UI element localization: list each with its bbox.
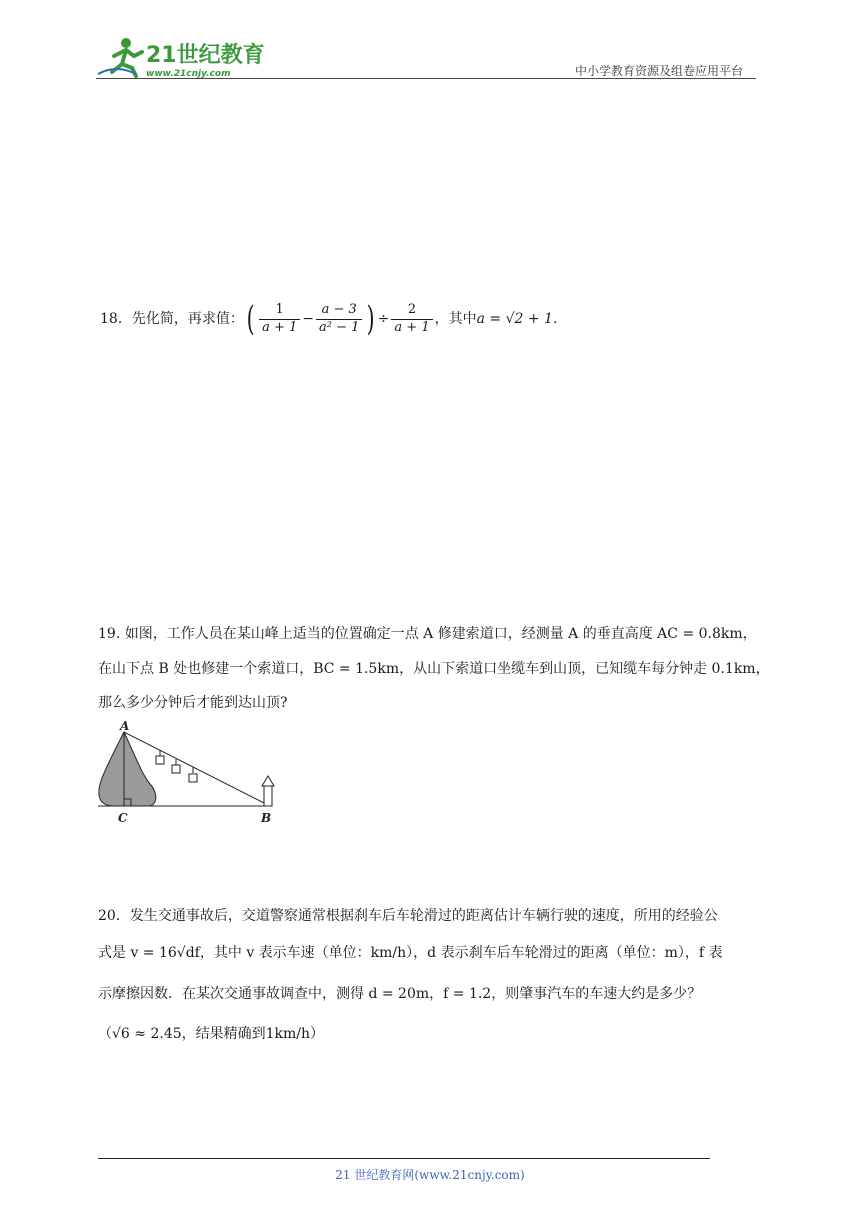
header-platform-text: 中小学教育资源及组卷应用平台 [575,64,744,78]
question-19-line-2: 在山下点 B 处也修建一个索道口，BC = 1.5km，从山下索道口坐缆车到山顶，已知缆车每分钟走 0.1km， [98,661,770,677]
question-20-line-3: 示摩擦因数．在某次交通事故调查中，测得 d = 20m，f = 1.2，则肇事汽车的车速大约是多少？ [98,986,702,1002]
cable-car-figure [92,718,292,828]
q18-fraction-2: $\frac{a - 3}{\text{a² − 1}}$ [316,302,362,336]
q18-fraction-3: $\frac{2}{a + 1}$ [391,302,432,336]
left-paren: ( [246,299,255,339]
station-arrow-icon [262,776,274,806]
runner-icon [98,38,142,76]
svg-text:21世纪教育: 21世纪教育 [146,43,265,68]
question-18: 18．先化简，再求值：( $\frac{1}{a + 1}$ − $\frac{a - 3}{\text{a² − 1}}$ ) ÷ $\frac{2}{a + 1}$ ，其中a = √2 + 1. [100,299,558,339]
q18-condition: a = √2 + 1 [476,311,553,327]
question-19-line-1: 19. 如图，工作人员在某山峰上适当的位置确定一点 A 修建索道口，经测量 A 的垂直高度 AC = 0.8km， [98,626,757,642]
footer-link[interactable]: 21 世纪教育网(www.21cnjy.com) [335,1168,525,1182]
right-paren: ) [367,299,376,339]
header-divider [96,78,756,79]
svg-text:www.21cnjy.com: www.21cnjy.com [146,69,231,79]
q18-prefix: 18．先化简，再求值： [100,311,244,327]
label-c: C [118,811,128,825]
question-19-line-3: 那么多少分钟后才能到达山顶? [98,695,288,711]
question-20-line-2: 式是 v = 16√df，其中 v 表示车速（单位：km/h），d 表示刹车后车轮滑过的距离（单位：m），f 表 [98,945,723,961]
question-20-line-1: 20．发生交通事故后，交道警察通常根据刹车后车轮滑过的距离估计车辆行驶的速度，所用的经验公 [98,908,718,924]
mountain-shape [99,732,156,806]
label-a: A [120,719,130,733]
question-20-line-4: （√6 ≈ 2.45，结果精确到1km/h） [98,1026,325,1042]
q18-fraction-1: $\frac{1}{a + 1}$ [259,302,300,336]
site-logo [96,34,276,80]
footer-divider [98,1158,710,1159]
label-b: B [261,811,272,825]
